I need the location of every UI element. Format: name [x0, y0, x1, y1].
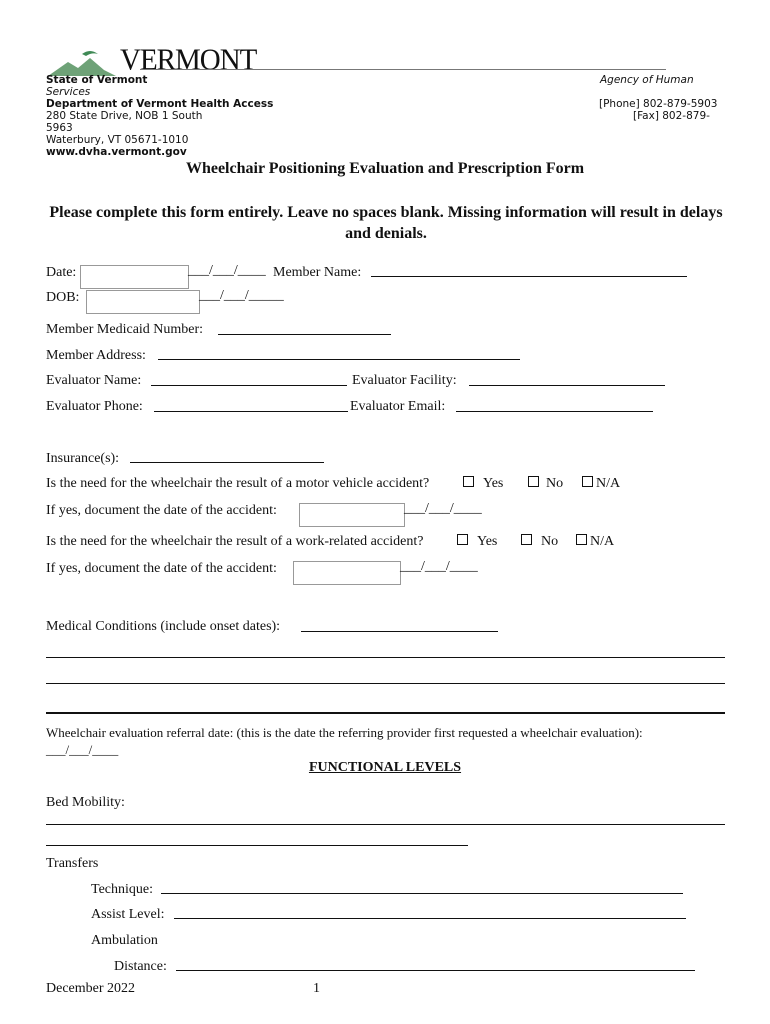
insurance-label: Insurance(s):	[46, 451, 120, 466]
referral-text: Wheelchair evaluation referral date: (this is the date the referring provider first requested a wheelchair evaluation):	[46, 725, 643, 740]
address-field[interactable]	[158, 359, 520, 360]
technique-field[interactable]	[161, 893, 683, 894]
evaluator-facility-label: Evaluator Facility:	[352, 373, 457, 388]
bed-mobility-label: Bed Mobility:	[46, 795, 125, 810]
work-accident-date-input[interactable]	[293, 561, 401, 585]
street-address: 280 State Drive, NOB 1 South	[46, 110, 203, 122]
functional-levels-heading: FUNCTIONAL LEVELS	[308, 760, 462, 775]
motor-accident-date-slashes: ___/___/____	[404, 501, 482, 516]
evaluator-email-field[interactable]	[456, 411, 653, 412]
fax-continuation: 5963	[46, 122, 73, 134]
checkbox-icon[interactable]	[457, 534, 468, 545]
assist-level-label: Assist Level:	[91, 907, 165, 922]
checkbox-icon[interactable]	[463, 476, 474, 487]
medical-conditions-field[interactable]	[301, 631, 498, 632]
assist-level-field[interactable]	[174, 918, 686, 919]
agency-services: Services	[46, 86, 91, 98]
agency-name: Agency of Human	[600, 74, 694, 86]
form-instructions: Please complete this form entirely. Leave no spaces blank. Missing information will result in delays and denials.	[49, 204, 723, 242]
motor-yes-option[interactable]: Yes	[463, 476, 503, 492]
motor-accident-date-input[interactable]	[299, 503, 405, 527]
transfers-label: Transfers	[46, 856, 99, 871]
website: www.dvha.vermont.gov	[46, 146, 187, 158]
medical-conditions-label: Medical Conditions (include onset dates):	[46, 619, 281, 634]
bed-mobility-line-2[interactable]	[46, 845, 468, 846]
city-address: Waterbury, VT 05671-1010	[46, 134, 189, 146]
evaluator-name-field[interactable]	[151, 385, 347, 386]
dob-slashes: ___/___/_____	[199, 288, 284, 303]
date-label: Date:	[46, 265, 77, 280]
distance-field[interactable]	[176, 970, 695, 971]
dob-input[interactable]	[86, 290, 200, 314]
checkbox-icon[interactable]	[582, 476, 593, 487]
footer-date: December 2022	[46, 981, 136, 996]
section-divider	[46, 712, 725, 714]
work-no-option[interactable]: No	[521, 534, 558, 550]
evaluator-name-label: Evaluator Name:	[46, 373, 142, 388]
page-number: 1	[313, 981, 320, 996]
dob-label: DOB:	[46, 290, 80, 305]
work-accident-date-label: If yes, document the date of the accident:	[46, 561, 277, 576]
medicaid-label: Member Medicaid Number:	[46, 322, 204, 337]
referral-date-slashes: ___/___/____	[46, 742, 119, 757]
fax-number: [Fax] 802-879-	[633, 110, 710, 122]
work-accident-date-slashes: ___/___/____	[400, 559, 478, 574]
motor-vehicle-question: Is the need for the wheelchair the result of a motor vehicle accident?	[46, 476, 430, 491]
medical-conditions-line-2[interactable]	[46, 657, 725, 658]
evaluator-phone-field[interactable]	[154, 411, 348, 412]
state-name: State of Vermont	[46, 74, 148, 86]
phone-number: [Phone] 802-879-5903	[599, 98, 718, 110]
evaluator-phone-label: Evaluator Phone:	[46, 399, 143, 414]
department-name: Department of Vermont Health Access	[46, 98, 274, 110]
checkbox-icon[interactable]	[528, 476, 539, 487]
ambulation-label: Ambulation	[91, 933, 158, 948]
insurance-field[interactable]	[130, 462, 324, 463]
form-title: Wheelchair Positioning Evaluation and Prescription Form	[185, 160, 585, 177]
date-input[interactable]	[80, 265, 189, 289]
bed-mobility-line-1-ext[interactable]	[597, 824, 725, 825]
date-slashes: ___/___/____	[188, 263, 266, 278]
member-name-label: Member Name:	[273, 265, 362, 280]
member-name-field[interactable]	[371, 276, 687, 277]
motor-accident-date-label: If yes, document the date of the accident:	[46, 503, 277, 518]
checkbox-icon[interactable]	[576, 534, 587, 545]
evaluator-email-label: Evaluator Email:	[350, 399, 446, 414]
address-label: Member Address:	[46, 348, 146, 363]
checkbox-icon[interactable]	[521, 534, 532, 545]
technique-label: Technique:	[91, 882, 153, 897]
motor-no-option[interactable]: No	[528, 476, 563, 492]
header-rule	[140, 69, 666, 70]
work-yes-option[interactable]: Yes	[457, 534, 497, 550]
distance-label: Distance:	[114, 959, 167, 974]
medicaid-field[interactable]	[218, 334, 391, 335]
bed-mobility-line-1[interactable]	[46, 824, 597, 825]
logo-text: VERMONT	[120, 43, 257, 77]
work-na-option[interactable]: N/A	[576, 534, 614, 550]
work-related-question: Is the need for the wheelchair the result of a work-related accident?	[46, 534, 424, 549]
medical-conditions-line-3[interactable]	[46, 683, 725, 684]
motor-na-option[interactable]: N/A	[582, 476, 620, 492]
evaluator-facility-field[interactable]	[469, 385, 665, 386]
